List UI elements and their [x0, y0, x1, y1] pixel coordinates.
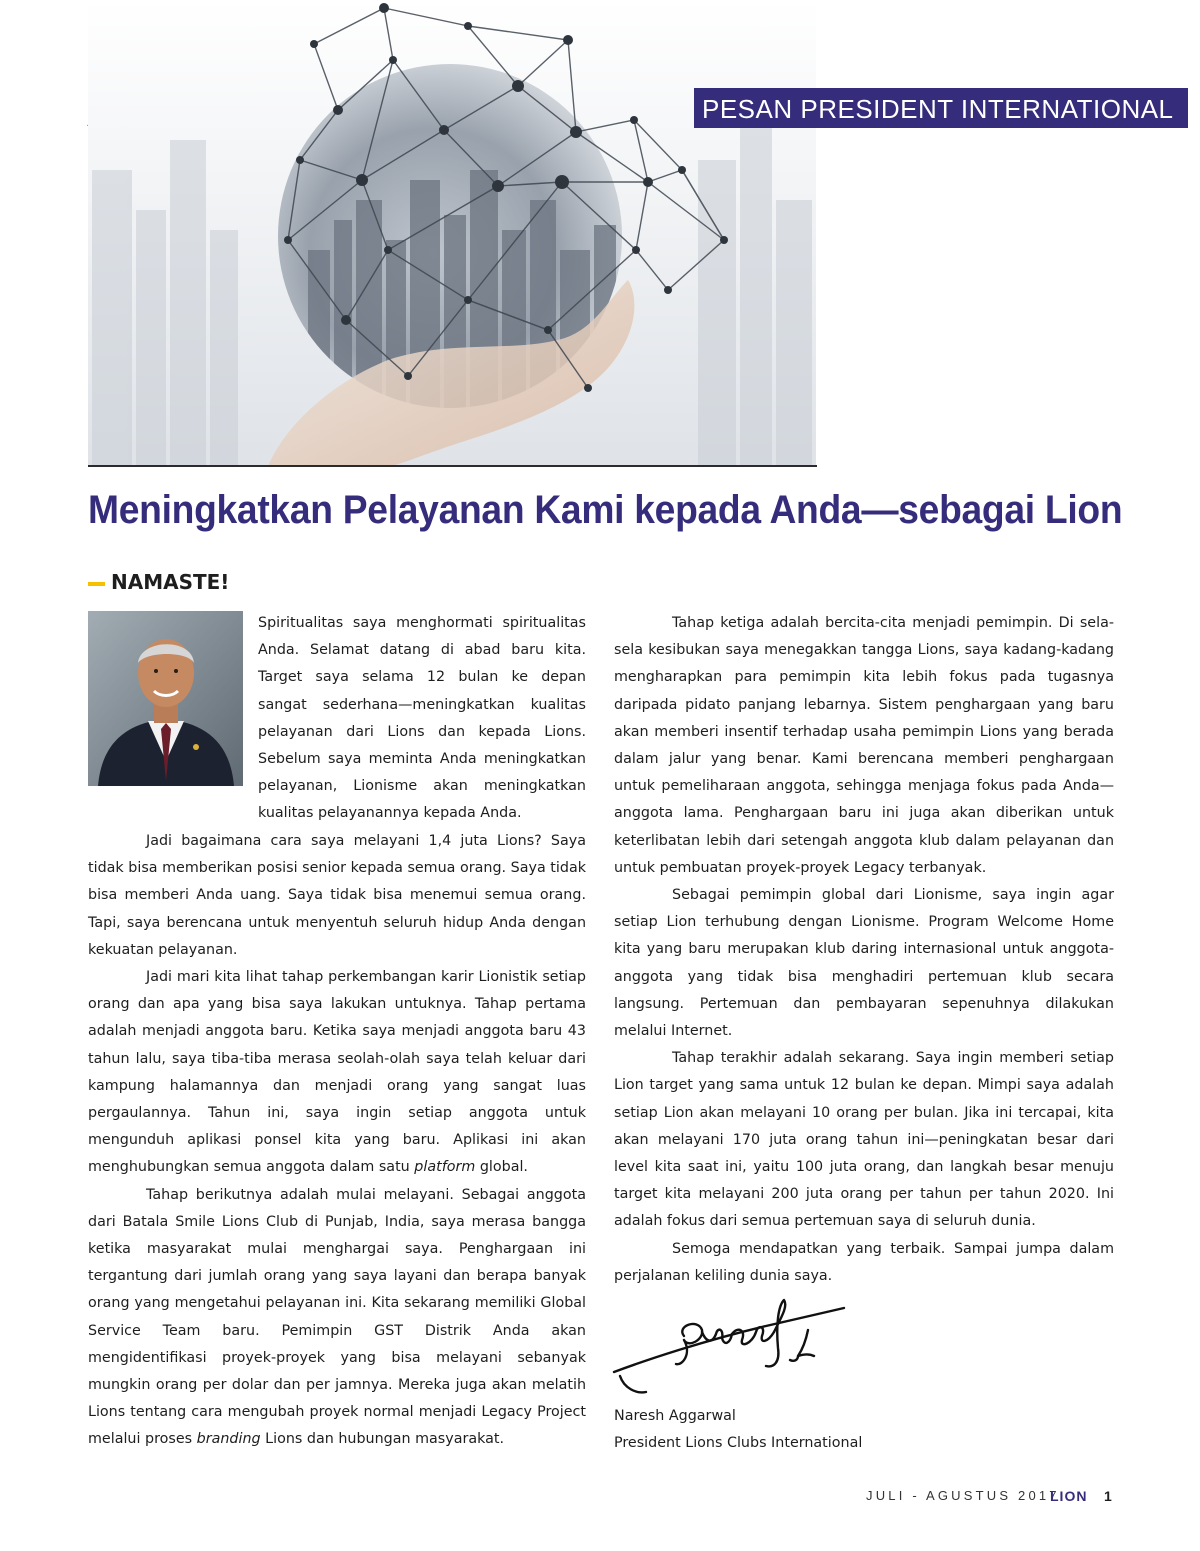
- author-portrait: [88, 611, 243, 786]
- right-paragraph-3: Tahap terakhir adalah sekarang. Saya ingin memberi setiap Lion target yang sama untuk 12 bulan ke depan. Mimpi saya adalah setiap Lion akan melayani 10 orang per bulan. Jika ini tercapai, kita akan melayani 170 juta orang tahun ini—peningkatan besar dari level kita saat ini, yaitu 100 juta orang, dan langkah besar menuju target kita melayani 200 juta orang per tahun per tahun 2020. Ini adalah fokus dari semua pertemuan saya di seluruh dunia.: [614, 1050, 1114, 1230]
- footer-issue-date: JULI - AGUSTUS 2017: [866, 1488, 1060, 1503]
- left-paragraph-2-text: Jadi mari kita lihat tahap perkembangan karir Lionistik setiap orang dan apa yang bisa saya lakukan untuknya. Tahap pertama adalah menjadi anggota baru. Ketika saya menjadi anggota baru 43 tahun lalu, saya tiba-tiba merasa seolah-olah saya telah keluar dari kampung halamannya dan menjadi orang yang sangat luas pergaulannya. Tahun ini, saya ingin setiap anggota untuk mengunduh aplikasi ponsel kita yang baru. Aplikasi ini akan menghubungkan semua anggota dalam satu: [88, 969, 586, 1176]
- right-paragraph-1: Tahap ketiga adalah bercita-cita menjadi pemimpin. Di sela-sela kesibukan saya menegakkan tangga Lions, saya kadang-kadang mengharapkan para pemimpin kita lebih fokus pada tugasnya daripada pidato panjang lebarnya. Sistem penghargaan yang baru akan memberi insentif terhadap usaha pemimpin Lions yang berada dalam jalur yang benar. Kami berencana memberi penghargaan untuk pemeliharaan anggota, sehingga menjaga fokus pada Anda—anggota lama. Penghargaan baru ini juga akan diberikan untuk keterlibatan lebih dari setengah anggota klub dalam pelayanan dan untuk pembuatan proyek-proyek Legacy terbanyak.: [614, 615, 1114, 876]
- signer-name: Naresh Aggarwal: [614, 1408, 736, 1424]
- left-paragraph-3: [88, 1182, 586, 1454]
- section-label: PESAN PRESIDENT INTERNATIONAL: [694, 88, 1188, 128]
- greeting-text: NAMASTE!: [111, 570, 230, 594]
- left-paragraph-3-end: Lions dan hubungan masyarakat.: [260, 1431, 505, 1448]
- greeting-dash: [88, 582, 105, 586]
- footer-page-number: 1: [1104, 1488, 1112, 1504]
- left-paragraph-1: Jadi bagaimana cara saya melayani 1,4 juta Lions? Saya tidak bisa memberikan posisi senior kepada semua orang. Saya tidak bisa memberi Anda uang. Saya tidak bisa menemui semua orang. Tapi, saya berencana untuk menyentuh seluruh hidup Anda dengan kekuatan pelayanan.: [88, 833, 586, 958]
- platform-emphasis: platform: [414, 1159, 476, 1176]
- left-column-intro: [258, 610, 586, 828]
- right-paragraph-2: Sebagai pemimpin global dari Lionisme, saya ingin agar setiap Lion terhubung dengan Lionisme. Program Welcome Home kita yang baru merupakan klub daring internasional untuk anggota-anggota yang tidak bisa menghadiri pertemuan klub secara langsung. Pertemuan dan pembayaran sepenuhnya dilakukan melalui Internet.: [614, 887, 1114, 1040]
- signer-title: President Lions Clubs International: [614, 1435, 863, 1451]
- footer-magazine-name: LION: [1050, 1488, 1088, 1504]
- left-paragraph-3-text: Tahap berikutnya adalah mulai melayani. Sebagai anggota dari Batala Smile Lions Club di Punjab, India, saya merasa bangga ketika masyarakat mulai menghargai saya. Penghargaan ini tergantung dari jumlah orang yang saya layani dan berapa banyak orang yang mengetahui pelayanan ini. Kita sekarang memiliki Global Service Team baru. Pemimpin GST Distrik Anda akan mengidentifikasi proyek-proyek yang bisa melayani sebanyak mungkin orang per dolar dan per jamnya. Mereka juga akan melatih Lions tentang cara mengubah proyek normal menjadi Legacy Project melalui proses: [88, 1186, 586, 1448]
- article-headline: Meningkatkan Pelayanan Kami kepada Anda—sebagai Lion: [88, 488, 1123, 532]
- hero-image: [88, 0, 816, 466]
- intro-paragraph: Spiritualitas saya menghormati spiritualitas Anda. Selamat datang di abad baru kita. Target saya selama 12 bulan ke depan sangat sederhana—meningkatkan kualitas pelayanan dari Lions dan kepada Lions. Sebelum saya meminta Anda meningkatkan pelayanan, Lionisme akan meningkatkan kualitas pelayanannya kepada Anda.: [258, 615, 586, 822]
- globe-network-illustration: [88, 0, 816, 466]
- right-column: [614, 610, 1114, 1290]
- branding-emphasis: branding: [196, 1431, 261, 1448]
- handwritten-signature: [606, 1296, 856, 1406]
- right-paragraph-4: Semoga mendapatkan yang terbaik. Sampai jumpa dalam perjalanan keliling dunia saya.: [614, 1240, 1114, 1284]
- left-paragraph-2: [88, 964, 586, 1182]
- left-paragraph-2-end: global.: [475, 1159, 528, 1176]
- left-column: [88, 828, 586, 1454]
- hero-bottom-rule: [88, 465, 817, 467]
